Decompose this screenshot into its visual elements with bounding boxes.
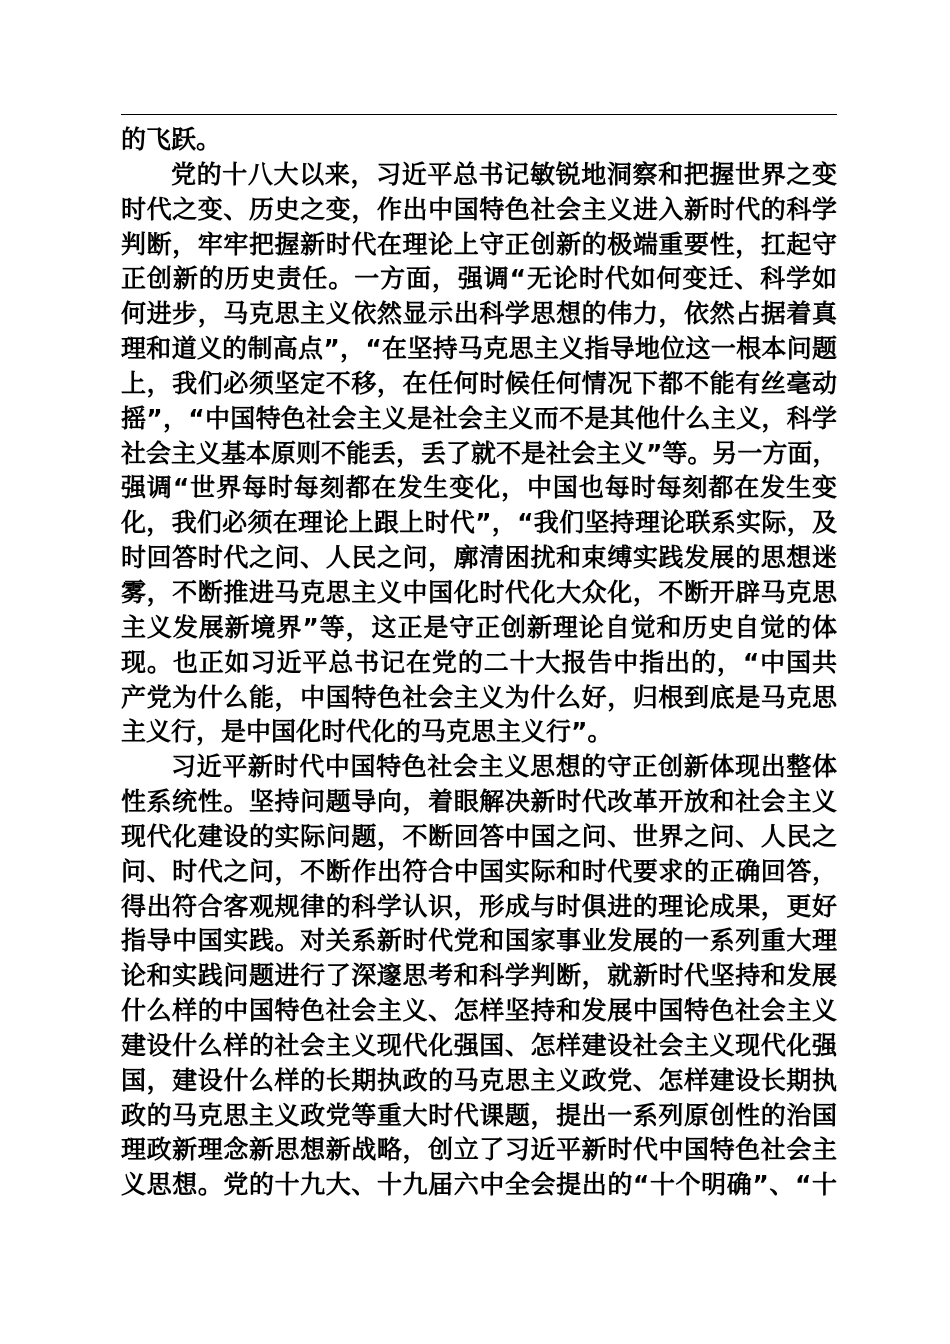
text-line: 政的马克思主义政党等重大时代课题，提出一系列原创性的治国 xyxy=(121,1100,837,1130)
text-line: 性系统性。坚持问题导向，着眼解决新时代改革开放和社会主义 xyxy=(121,787,837,817)
text-line: 何进步，马克思主义依然显示出科学思想的伟力，依然占据着真 xyxy=(121,299,837,329)
text-line: 摇”，“中国特色社会主义是社会主义而不是其他什么主义，科学 xyxy=(121,403,837,433)
text-line: 国，建设什么样的长期执政的马克思主义政党、怎样建设长期执 xyxy=(121,1065,837,1095)
text-line: 主义行，是中国化时代化的马克思主义行”。 xyxy=(121,717,613,747)
text-line: 什么样的中国特色社会主义、怎样坚持和发展中国特色社会主义 xyxy=(121,996,837,1026)
text-line: 正创新的历史责任。一方面，强调“无论时代如何变迁、科学如 xyxy=(121,264,837,294)
text-line: 时代之变、历史之变，作出中国特色社会主义进入新时代的科学 xyxy=(121,194,837,224)
text-line: 强调“世界每时每刻都在发生变化，中国也每时每刻都在发生变 xyxy=(121,473,837,503)
text-line: 习近平新时代中国特色社会主义思想的守正创新体现出整体 xyxy=(171,752,837,782)
text-line: 论和实践问题进行了深邃思考和科学判断，就新时代坚持和发展 xyxy=(121,961,837,991)
text-line: 的飞跃。 xyxy=(121,125,222,154)
text-line: 上，我们必须坚定不移，在任何时候任何情况下都不能有丝毫动 xyxy=(121,368,837,398)
text-line: 主义发展新境界”等，这正是守正创新理论自觉和历史自觉的体 xyxy=(121,612,837,642)
text-line: 化，我们必须在理论上跟上时代”，“我们坚持理论联系实际，及 xyxy=(121,508,837,538)
text-line: 义思想。党的十九大、十九届六中全会提出的“十个明确”、“十 xyxy=(121,1170,837,1200)
text-line: 问、时代之问，不断作出符合中国实际和时代要求的正确回答， xyxy=(121,856,837,886)
text-line: 判断，牢牢把握新时代在理论上守正创新的极端重要性，扛起守 xyxy=(121,229,837,259)
text-line: 现代化建设的实际问题，不断回答中国之问、世界之问、人民之 xyxy=(121,821,837,851)
text-line: 社会主义基本原则不能丢，丢了就不是社会主义”等。另一方面， xyxy=(121,438,838,468)
header-rule xyxy=(121,114,837,115)
text-line: 理政新理念新思想新战略，创立了习近平新时代中国特色社会主 xyxy=(121,1135,837,1165)
text-line: 建设什么样的社会主义现代化强国、怎样建设社会主义现代化强 xyxy=(121,1030,837,1060)
text-line: 党的十八大以来，习近平总书记敏锐地洞察和把握世界之变 xyxy=(171,159,837,189)
text-line: 雾，不断推进马克思主义中国化时代化大众化，不断开辟马克思 xyxy=(121,577,837,607)
text-line: 现。也正如习近平总书记在党的二十大报告中指出的，“中国共 xyxy=(121,647,837,677)
text-line: 时回答时代之问、人民之问，廓清困扰和束缚实践发展的思想迷 xyxy=(121,543,837,573)
document-body xyxy=(121,123,837,1203)
text-line: 产党为什么能，中国特色社会主义为什么好，归根到底是马克思 xyxy=(121,682,837,712)
text-line: 理和道义的制高点”，“在坚持马克思主义指导地位这一根本问题 xyxy=(121,334,837,364)
text-line: 得出符合客观规律的科学认识，形成与时俱进的理论成果，更好 xyxy=(121,891,837,921)
text-line: 指导中国实践。对关系新时代党和国家事业发展的一系列重大理 xyxy=(121,926,837,956)
